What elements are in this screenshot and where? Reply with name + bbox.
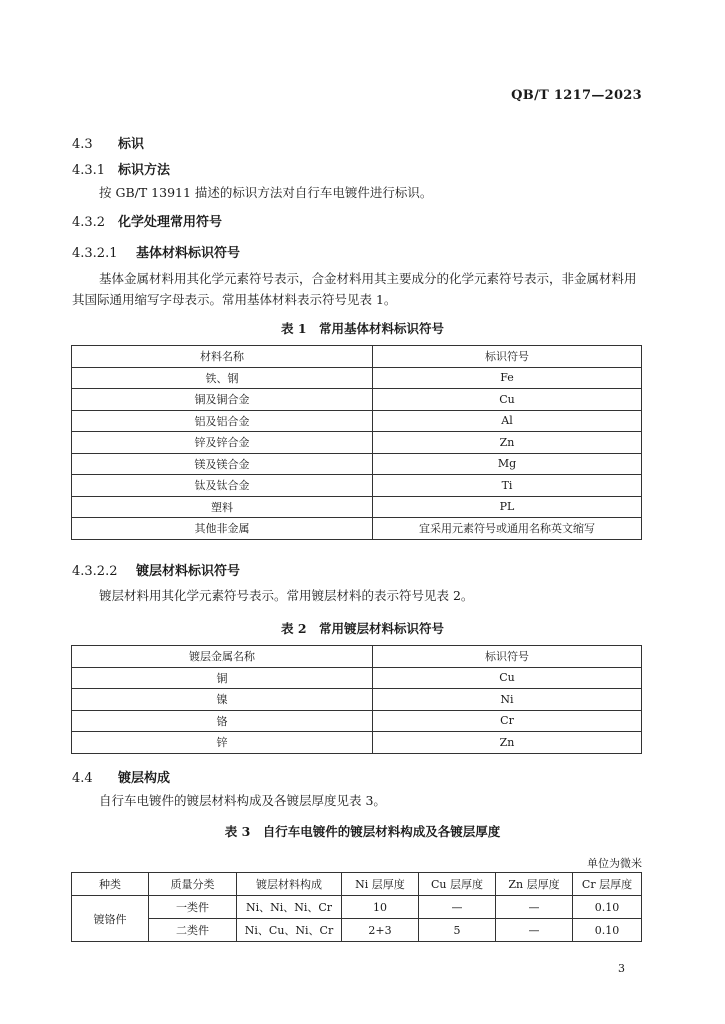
- table-cell: —: [419, 896, 496, 919]
- table-row: [72, 453, 642, 475]
- section-4-4-heading: [72, 767, 170, 786]
- standard-code: QB/T 1217—2023: [511, 88, 642, 103]
- table-cell: PL: [373, 496, 642, 518]
- table-cell: 塑料: [72, 496, 373, 518]
- page-number: 3: [618, 962, 625, 975]
- table-cell: 镁及镁合金: [72, 453, 373, 475]
- table-cell: Cr: [373, 710, 642, 732]
- section-title: 基体材料标识符号: [136, 246, 241, 261]
- table-row: [72, 518, 642, 540]
- section-4-3-2-2-text: 镀层材料用其化学元素符号表示。常用镀层材料的表示符号见表 2。: [99, 588, 474, 603]
- table-cell: Zn: [373, 432, 642, 454]
- header-cell: 材料名称: [72, 346, 373, 368]
- section-4-3-1-heading: [72, 159, 170, 178]
- table-cell: 镍: [72, 689, 373, 711]
- table-cell: Ti: [373, 475, 642, 497]
- section-title: 标识方法: [118, 163, 171, 178]
- section-number: 4.3: [72, 137, 93, 152]
- table-cell: Ni、Ni、Ni、Cr: [237, 896, 342, 919]
- section-4-4-text: 自行车电镀件的镀层材料构成及各镀层厚度见表 3。: [99, 793, 386, 808]
- table-cell: 一类件: [149, 896, 237, 919]
- table-cell: 铬: [72, 710, 373, 732]
- table1-caption: 表 1 常用基体材料标识符号: [280, 321, 445, 336]
- table-header-row: [72, 346, 642, 368]
- section-title: 化学处理常用符号: [118, 215, 223, 230]
- header-cell: Cu 层厚度: [419, 873, 496, 896]
- table-cell: Ni: [373, 689, 642, 711]
- table-row: [72, 389, 642, 411]
- table-header-row: [72, 873, 642, 896]
- table-cell: 铝及铝合金: [72, 410, 373, 432]
- section-title: 标识: [118, 137, 145, 152]
- header-cell: 标识符号: [373, 646, 642, 668]
- table3-caption: 表 3 自行车电镀件的镀层材料构成及各镀层厚度: [224, 824, 501, 839]
- section-4-3-2-heading: [72, 211, 222, 230]
- table-cell: 0.10: [573, 896, 642, 919]
- section-4-3-1-text: 按 GB/T 13911 描述的标识方法对自行车电镀件进行标识。: [99, 185, 433, 200]
- table2-caption: 表 2 常用镀层材料标识符号: [280, 621, 445, 636]
- table-cell-group: 镀铬件: [72, 896, 149, 942]
- table-cell: Cu: [373, 389, 642, 411]
- table-row: [72, 475, 642, 497]
- table-cell: 二类件: [149, 919, 237, 942]
- header-cell: 镀层金属名称: [72, 646, 373, 668]
- table-cell: Cu: [373, 667, 642, 689]
- section-4-3-2-1-heading: [72, 242, 240, 261]
- table3: [71, 872, 642, 942]
- table-cell: Mg: [373, 453, 642, 475]
- section-number: 4.3.2: [72, 215, 106, 230]
- table-row: [72, 410, 642, 432]
- table-row: [72, 710, 642, 732]
- header-cell: Ni 层厚度: [342, 873, 419, 896]
- table-cell: Al: [373, 410, 642, 432]
- header-cell: 镀层材料构成: [237, 873, 342, 896]
- table-row: [72, 689, 642, 711]
- section-4-3-2-2-heading: [72, 560, 240, 579]
- header-cell: 质量分类: [149, 873, 237, 896]
- section-number: 4.4: [72, 771, 93, 786]
- table2: [71, 645, 642, 754]
- table-row: [72, 896, 642, 919]
- header-cell: 种类: [72, 873, 149, 896]
- table-cell: 0.10: [573, 919, 642, 942]
- table-cell: Zn: [373, 732, 642, 754]
- table3-unit: 单位为微米: [587, 857, 642, 870]
- header-cell: 标识符号: [373, 346, 642, 368]
- table-cell: 锌: [72, 732, 373, 754]
- table-row: [72, 367, 642, 389]
- table-cell: 铁、钢: [72, 367, 373, 389]
- table-row: [72, 667, 642, 689]
- table-cell: 钛及钛合金: [72, 475, 373, 497]
- table-cell: —: [496, 896, 573, 919]
- table-row: [72, 732, 642, 754]
- table-cell: 宜采用元素符号或通用名称英文缩写: [373, 518, 642, 540]
- table-header-row: [72, 646, 642, 668]
- table-cell: 2+3: [342, 919, 419, 942]
- table-row: [72, 496, 642, 518]
- section-title: 镀层材料标识符号: [136, 564, 241, 579]
- table-cell: 锌及锌合金: [72, 432, 373, 454]
- table-cell: 其他非金属: [72, 518, 373, 540]
- table-cell: 5: [419, 919, 496, 942]
- table1: [71, 345, 642, 540]
- header-cell: Zn 层厚度: [496, 873, 573, 896]
- section-4-3-2-1-text-line1: 基体金属材料用其化学元素符号表示，合金材料用其主要成分的化学元素符号表示，非金属材料用: [99, 271, 637, 286]
- table-cell: 铜及铜合金: [72, 389, 373, 411]
- section-number: 4.3.2.1: [72, 246, 118, 261]
- section-4-3-2-1-text-line2: 其国际通用缩写字母表示。常用基体材料表示符号见表 1。: [72, 292, 397, 307]
- section-4-3-heading: [72, 133, 144, 152]
- section-number: 4.3.2.2: [72, 564, 118, 579]
- table-cell: —: [496, 919, 573, 942]
- table-cell: 10: [342, 896, 419, 919]
- table-row: [72, 432, 642, 454]
- section-number: 4.3.1: [72, 163, 106, 178]
- table-row: [72, 919, 642, 942]
- table-cell: Ni、Cu、Ni、Cr: [237, 919, 342, 942]
- table-cell: Fe: [373, 367, 642, 389]
- section-title: 镀层构成: [118, 771, 171, 786]
- header-cell: Cr 层厚度: [573, 873, 642, 896]
- table-cell: 铜: [72, 667, 373, 689]
